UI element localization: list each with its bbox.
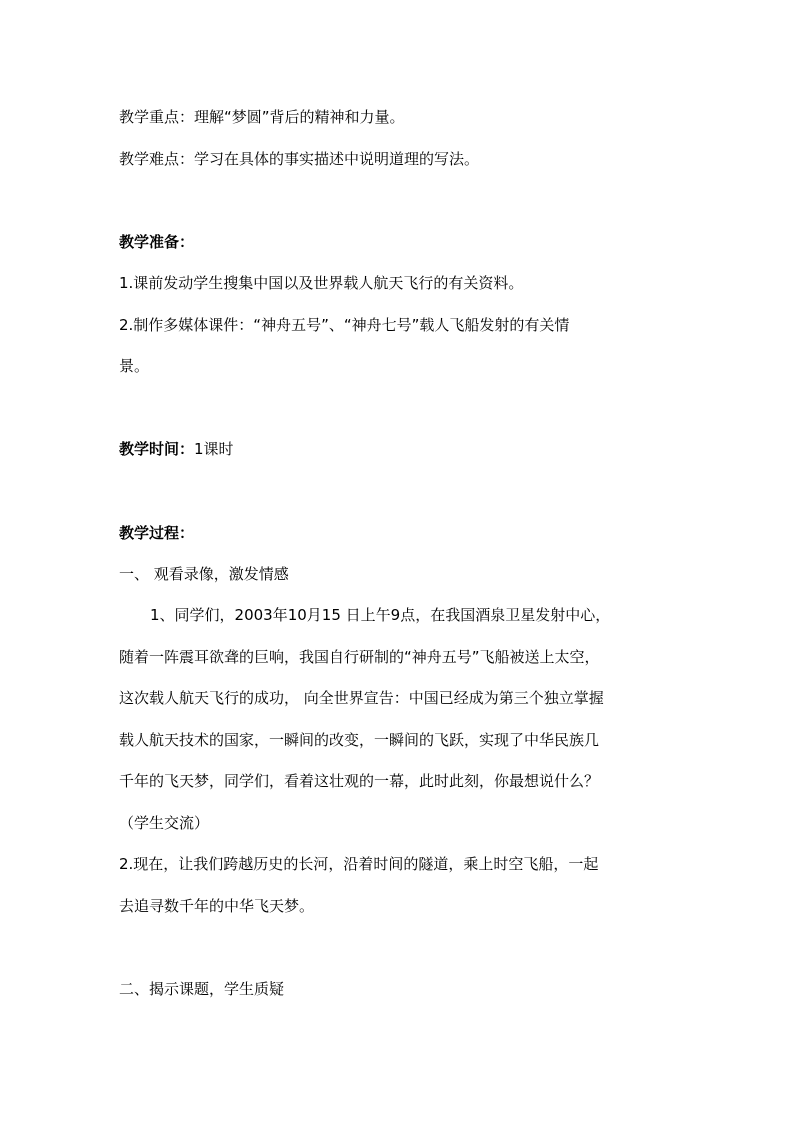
teaching-focus: [119, 106, 405, 128]
preparation-item-2-line-1: 2.制作多媒体课件：“神舟五号”、“神舟七号”载人飞船发射的有关情: [119, 316, 570, 334]
teaching-focus-text: 理解“梦圆”背后的精神和力量。: [194, 108, 405, 126]
section-2-title: 二、揭示课题，学生质疑: [119, 980, 285, 998]
teaching-difficulty-label: 教学难点：: [119, 150, 195, 168]
section-1-title: 一、 观看录像，激发情感: [119, 565, 289, 583]
process-heading: 教学过程：: [119, 524, 195, 542]
teaching-difficulty: [119, 148, 479, 170]
section-1-paragraph-1-line: 载人航天技术的国家，一瞬间的改变，一瞬间的飞跃，实现了中华民族几: [119, 731, 600, 749]
teaching-difficulty-text: 学习在具体的事实描述中说明道理的写法。: [194, 150, 480, 168]
section-1-paragraph-1-line: 1、同学们，2003年10月15 日上午9点，在我国酒泉卫星发射中心，: [150, 606, 611, 624]
section-1-paragraph-2-line: 2.现在，让我们跨越历史的长河，沿着时间的隧道，乘上时空飞船，一起: [119, 855, 599, 873]
teaching-time-text: 1课时: [194, 440, 234, 458]
section-1-paragraph-1-line: （学生交流）: [119, 814, 210, 832]
section-1-paragraph-1-line: 千年的飞天梦，同学们，看着这壮观的一幕，此时此刻，你最想说什么？: [119, 772, 600, 790]
teaching-time: [119, 438, 234, 460]
section-1-paragraph-1-line: 这次载人航天飞行的成功， 向全世界宣告：中国已经成为第三个独立掌握: [119, 689, 604, 707]
preparation-item-2-line-2: 景。: [119, 357, 150, 375]
preparation-item-1: 1.课前发动学生搜集中国以及世界载人航天飞行的有关资料。: [119, 274, 524, 292]
section-1-paragraph-1-line: 随着一阵震耳欲聋的巨响，我国自行研制的“神舟五号”飞船被送上太空，: [119, 648, 600, 666]
teaching-focus-label: 教学重点：: [119, 108, 195, 126]
teaching-time-label: 教学时间：: [119, 440, 195, 458]
preparation-heading: 教学准备：: [119, 233, 195, 251]
section-1-paragraph-2-line: 去追寻数千年的中华飞天梦。: [119, 897, 315, 915]
